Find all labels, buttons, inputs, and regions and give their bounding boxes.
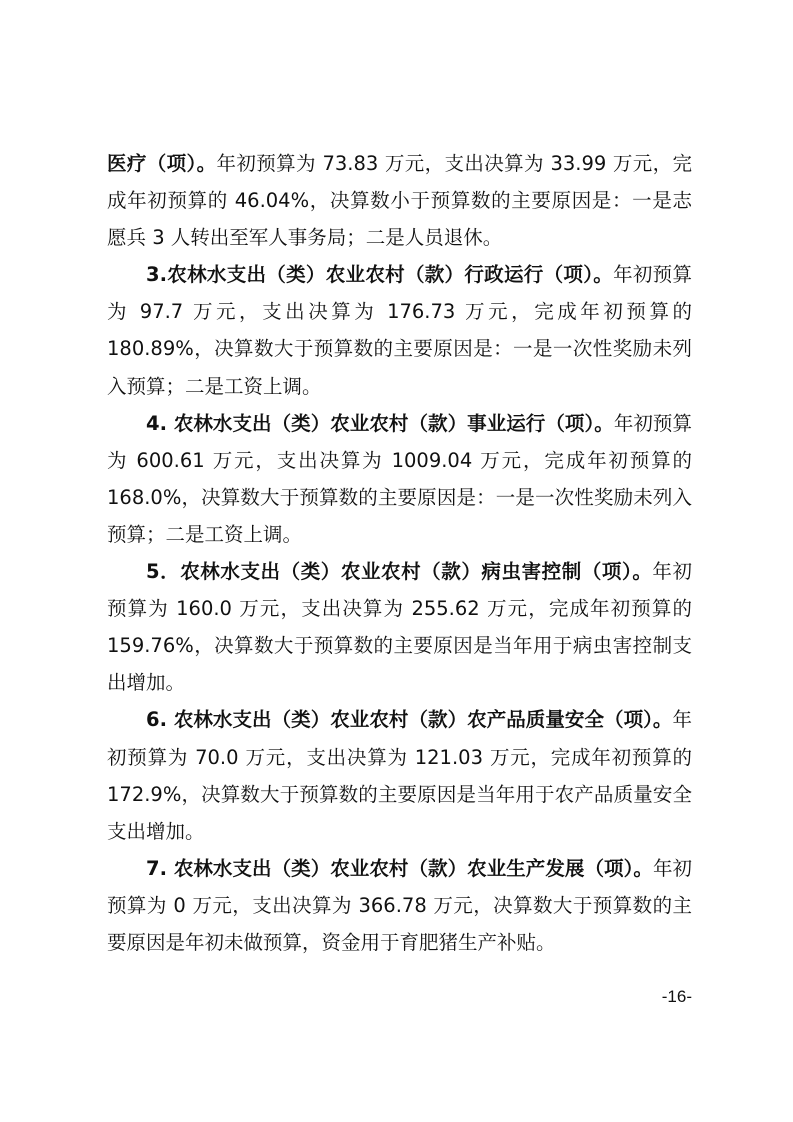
item-heading: 4. 农林水支出（类）农业农村（款）事业运行（项）。 xyxy=(146,411,614,435)
item-body: 年初预算为 0 万元，支出决算为 366.78 万元，决算数大于预算数的主要原因是年初未做预算，资金用于育肥猪生产补贴。 xyxy=(107,856,692,954)
item-heading: 3.农林水支出（类）农业农村（款）行政运行（项）。 xyxy=(146,263,614,287)
paragraph-production-development xyxy=(107,850,692,961)
paragraph-admin-operation xyxy=(107,256,692,404)
paragraph-medical xyxy=(107,145,692,256)
item-body: 年初预算为 160.0 万元，支出决算为 255.62 万元，完成年初预算的 159.76%，决算数大于预算数的主要原因是当年用于病虫害控制支出增加。 xyxy=(107,560,692,695)
paragraph-product-quality-safety xyxy=(107,701,692,849)
item-heading: 5．农林水支出（类）农业农村（款）病虫害控制（项）。 xyxy=(146,560,653,584)
item-heading: 医疗（项）。 xyxy=(107,152,217,175)
item-heading: 7. 农林水支出（类）农业农村（款）农业生产发展（项）。 xyxy=(146,856,653,880)
item-heading: 6. 农林水支出（类）农业农村（款）农产品质量安全（项）。 xyxy=(146,708,673,732)
paragraph-institution-operation xyxy=(107,405,692,553)
document-body xyxy=(107,145,692,961)
item-body: 年初预算为 97.7 万元，支出决算为 176.73 万元，完成年初预算的 180.89%，决算数大于预算数的主要原因是：一是一次性奖励未列入预算；二是工资上调。 xyxy=(107,263,692,398)
item-body: 年初预算为 70.0 万元，支出决算为 121.03 万元，完成年初预算的 172.9%，决算数大于预算数的主要原因是当年用于农产品质量安全支出增加。 xyxy=(107,708,692,843)
item-body: 年初预算为 600.61 万元，支出决算为 1009.04 万元，完成年初预算的 168.0%，决算数大于预算数的主要原因是：一是一次性奖励未列入预算；二是工资上调。 xyxy=(107,411,692,546)
page-number: -16- xyxy=(661,987,692,1006)
paragraph-pest-control xyxy=(107,553,692,701)
item-body: 年初预算为 73.83 万元，支出决算为 33.99 万元，完成年初预算的 46.04%，决算数小于预算数的主要原因是：一是志愿兵 3 人转出至军人事务局；二是人员退休。 xyxy=(107,152,692,250)
